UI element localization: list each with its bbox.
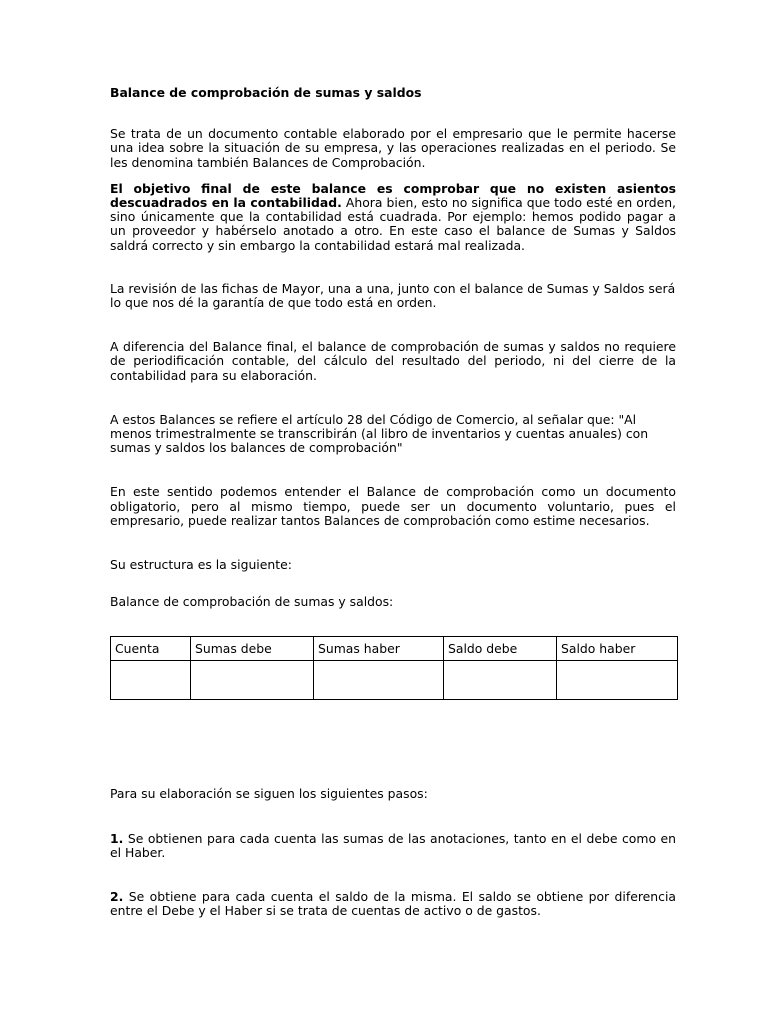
step-1-number: 1. xyxy=(110,830,124,846)
document-page xyxy=(110,86,676,918)
step-1 xyxy=(110,832,676,860)
step-1-text: Se obtienen para cada cuenta las sumas de las anotaciones, tanto en el debe como en el Haber. xyxy=(110,830,676,860)
paragraph-structure-intro: Su estructura es la siguiente: xyxy=(110,557,292,573)
header-sumas-debe: Sumas debe xyxy=(191,637,314,661)
step-2-number: 2. xyxy=(110,889,124,905)
cell-saldo-debe xyxy=(444,661,557,700)
header-cuenta: Cuenta xyxy=(111,637,191,661)
balance-table-header-row xyxy=(111,637,678,661)
paragraph-codigo-comercio: A estos Balances se refiere el artículo 28 del Código de Comercio, al señalar que: "Al menos trimestralmente se transcribirán (al libro de inventarios y cuentas anuales) con sumas y saldos los balances de comprobación" xyxy=(110,411,649,456)
step-2-text: Se obtiene para cada cuenta el saldo de la misma. El saldo se obtiene por diferencia entre el Debe y el Haber si se trata de cuentas de activo o de gastos. xyxy=(110,889,676,919)
header-sumas-haber: Sumas haber xyxy=(314,637,444,661)
objective-bold-text: El objetivo final de este balance es comprobar que no existen asientos descuadrados en la contabilidad. xyxy=(110,180,676,211)
header-saldo-debe: Saldo debe xyxy=(444,637,557,661)
paragraph-definition: Se trata de un documento contable elaborado por el empresario que le permite hacerse una idea sobre la situación de su empresa, y las operaciones realizadas en el periodo. Se les denomina también Balances de Comprobación. xyxy=(110,126,676,170)
table-caption: Balance de comprobación de sumas y saldos: xyxy=(110,594,394,610)
header-saldo-haber: Saldo haber xyxy=(557,637,678,661)
balance-table-empty-row xyxy=(111,661,678,700)
paragraph-objective xyxy=(110,182,676,253)
cell-saldo-haber xyxy=(557,661,678,700)
balance-table xyxy=(110,636,678,700)
step-2 xyxy=(110,890,676,918)
objective-rest-text: Ahora bien, esto no significa que todo esté en orden, sino únicamente que la contabilidad está cuadrada. Por ejemplo: hemos podido pagar a un proveedor y habérselo anotado a otro. En este caso el balance de Sumas y Saldos saldrá correcto y sin embargo la contabilidad estará mal realizada. xyxy=(110,195,676,253)
paragraph-difference: A diferencia del Balance final, el balance de comprobación de sumas y saldos no requiere de periodificación contable, del cálculo del resultado del periodo, ni del cierre de la contabilidad para su elaboración. xyxy=(110,339,676,383)
document-title: Balance de comprobación de sumas y saldos xyxy=(110,85,422,100)
paragraph-obligatorio: En este sentido podemos entender el Balance de comprobación como un documento obligatorio, pero al mismo tiempo, puede ser un documento voluntario, pues el empresario, puede realizar tantos Balances de comprobación como estime necesarios. xyxy=(110,484,676,528)
cell-sumas-haber xyxy=(314,661,444,700)
cell-cuenta xyxy=(111,661,191,700)
cell-sumas-debe xyxy=(191,661,314,700)
steps-intro: Para su elaboración se siguen los siguientes pasos: xyxy=(110,786,428,802)
paragraph-mayor-review: La revisión de las fichas de Mayor, una a una, junto con el balance de Sumas y Saldos será lo que nos dé la garantía de que todo está en orden. xyxy=(110,280,676,311)
